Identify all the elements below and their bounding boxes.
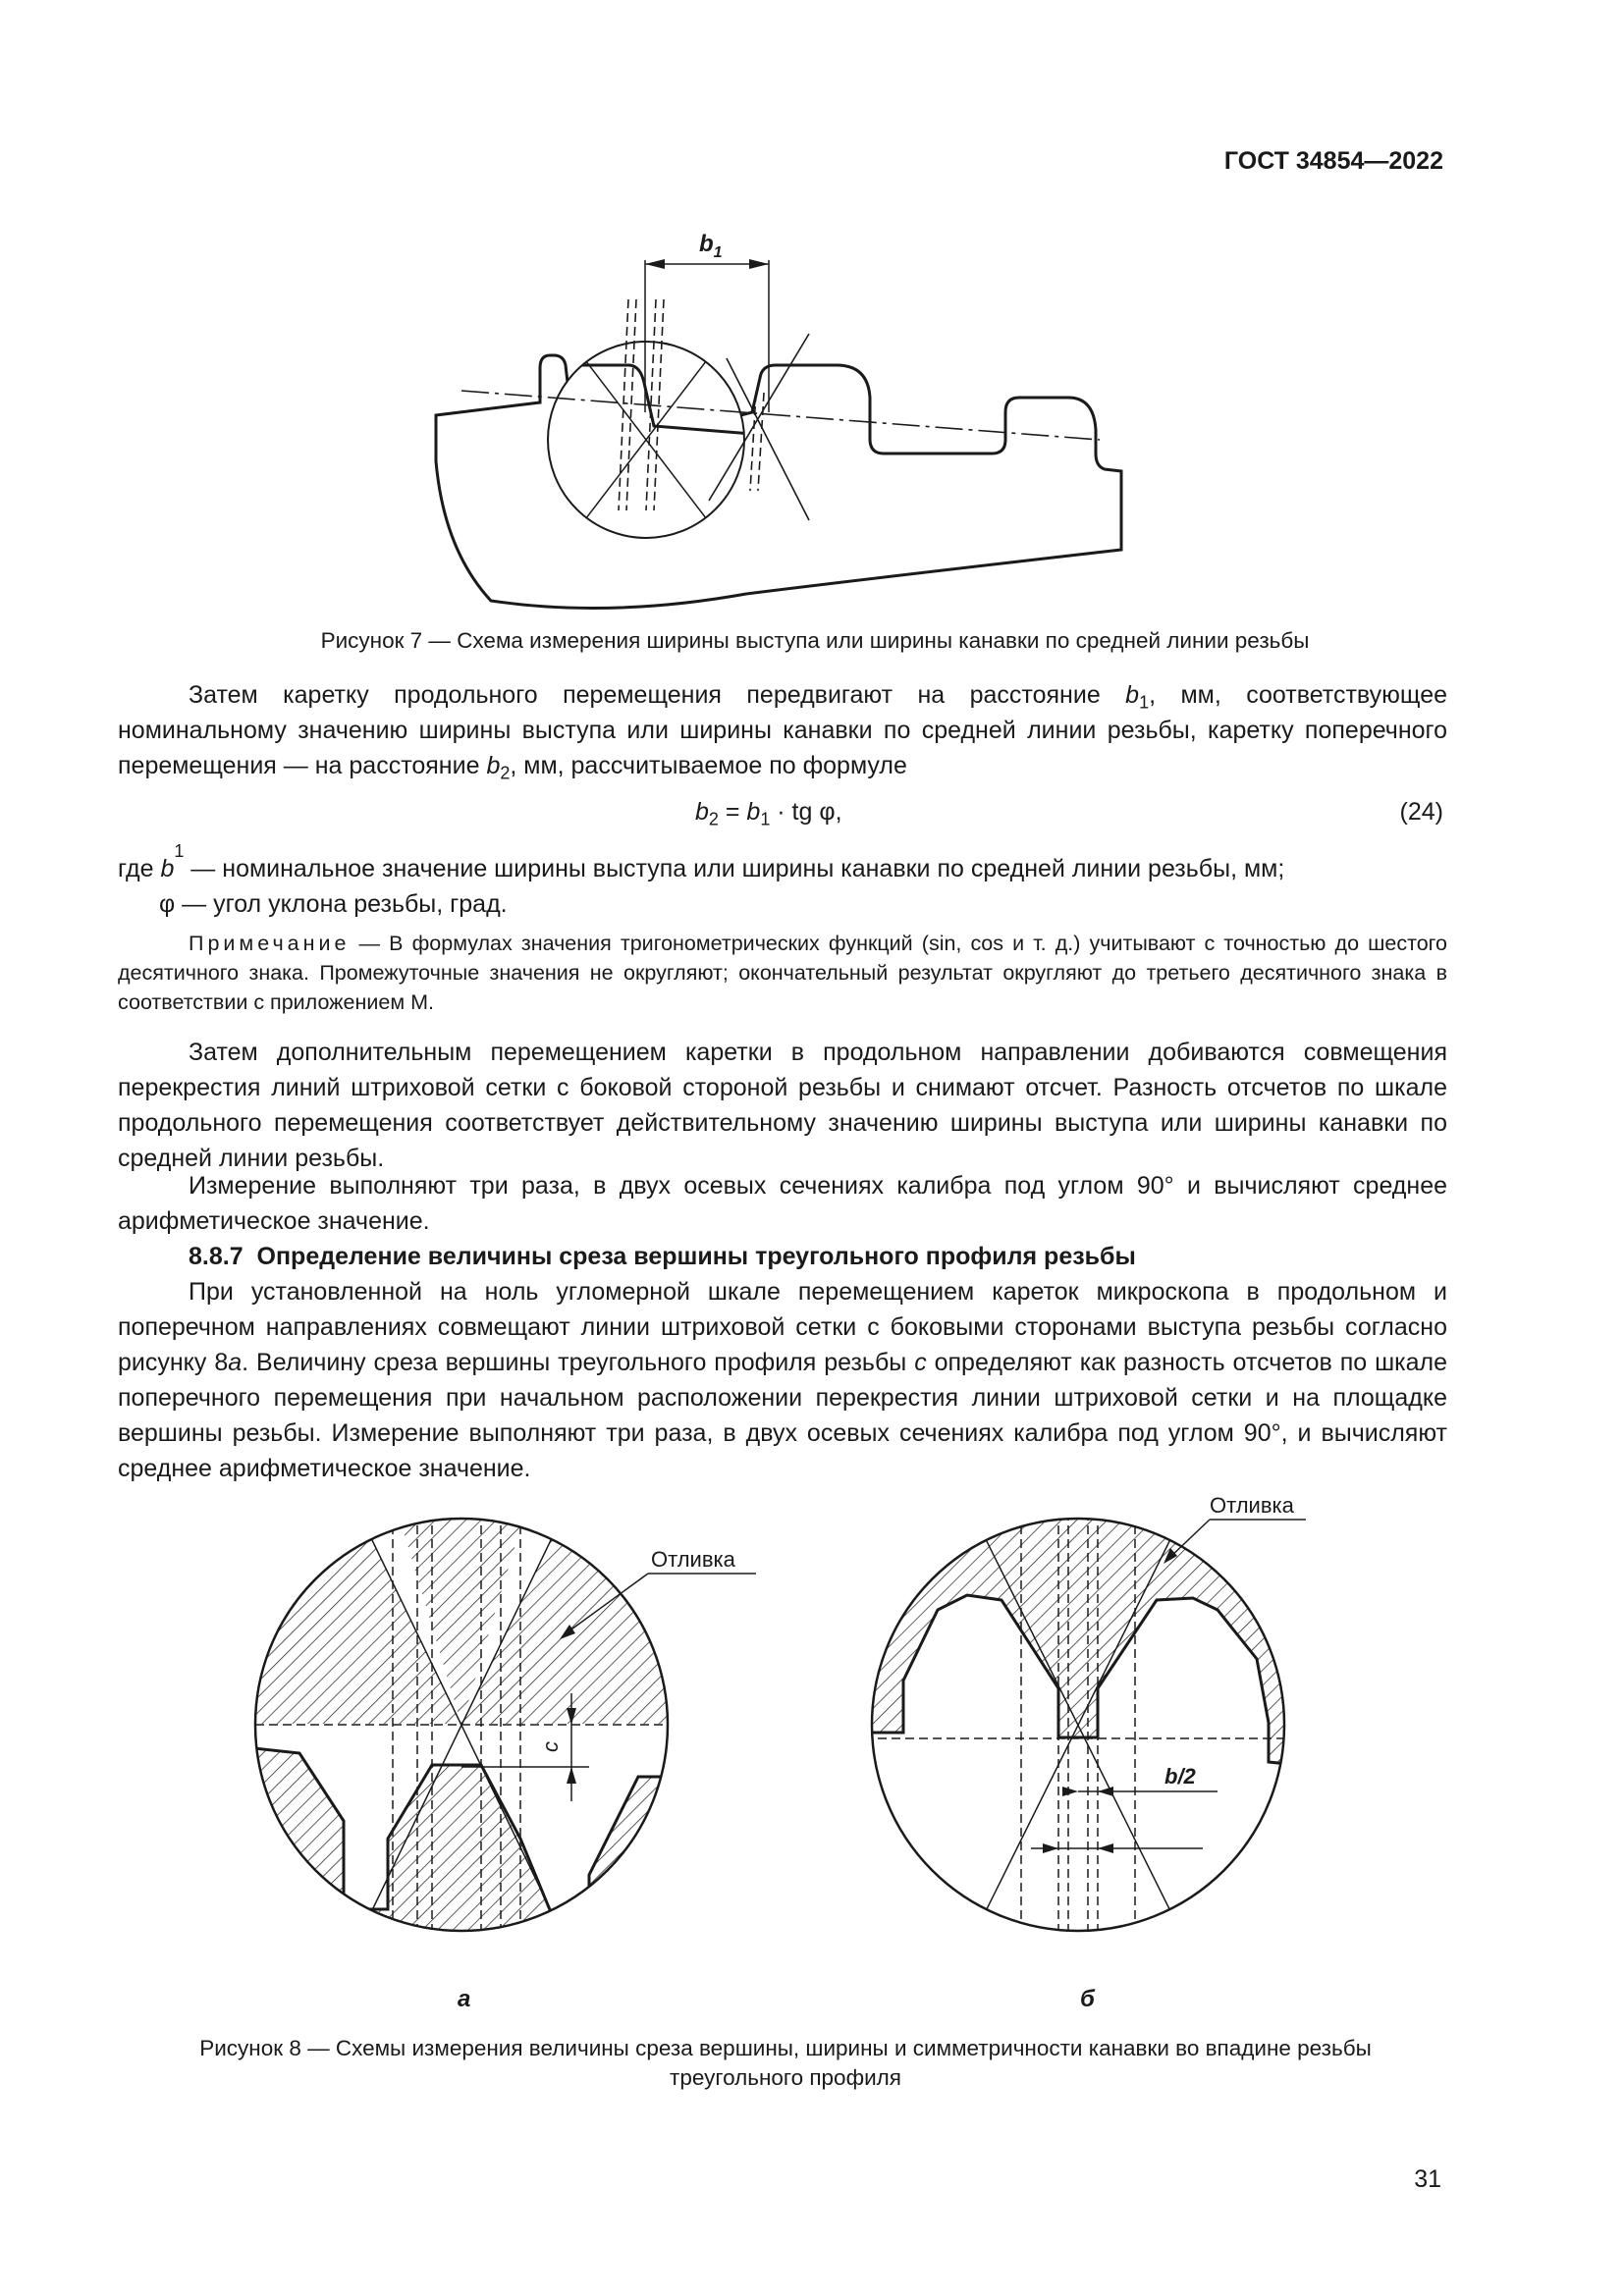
paragraph-2: Затем дополнительным перемещением каретки в продольном направлении добиваются совмещения перекрестия линий штриховой сетки с боковой стороной резьбы и снимают отсчет. Разность отсчетов по шкале продольного перемещения соответствует действительному значению ширины выступа или ширины канавки по средней линии резьбы. — [118, 1039, 1447, 1172]
subfigure-a-label: а — [458, 1986, 471, 2012]
page-number: 31 — [1414, 2165, 1441, 2193]
section-heading: 8.8.7 Определение величины среза вершины треугольного профиля резьбы — [189, 1243, 1136, 1270]
paragraph-1: Затем каретку продольного перемещения передвигают на расстояние $b_1$, мм, соответствующее номинальному значению ширины выступа или ширины канавки по средней линии резьбы, каретку поперечного перемещения — на расстояние $b_2$, мм, рассчитываемое по формуле — [118, 681, 1447, 783]
paragraph-4: При установленной на ноль угломерной шкале перемещением кареток микроскопа в продольном и поперечном направлениях совмещают линии штриховой сетки с боковыми сторонами выступа резьбы согласно рисунку 8а. Величину среза вершины треугольного профиля резьбы с определяют как разность отсчетов по шкале поперечного перемещения при начальном расположении перекрестия линии штриховой сетки и на площадке вершины резьбы. Измерение выполняют три раза, в двух осевых сечениях калибра под углом 90°, и вычисляют среднее арифметическое значение. — [118, 1278, 1448, 1482]
figure-8-diagram — [236, 1482, 1355, 2032]
b-half-label: b/2 — [1164, 1764, 1196, 1789]
document-code: ГОСТ 34854—2022 — [1223, 147, 1443, 175]
figure-7-caption: Рисунок 7 — Схема измерения ширины выступа или ширины канавки по средней линии резьбы — [320, 628, 1310, 653]
figure-8-caption: Рисунок 8 — Схемы измерения величины среза вершины, ширины и симметричности канавки во впадине резьбы треугольного профиля — [199, 2036, 1372, 2090]
paragraph-3: Измерение выполняют три раза, в двух осевых сечениях калибра под углом 90° и вычисляют среднее арифметическое значение. — [118, 1172, 1447, 1235]
where-block: где b 1 — номинальное значение ширины выступа или ширины канавки по средней линии резьбы, мм; φ — угол уклона резьбы, град. — [118, 841, 1285, 918]
casting-label-a: Отливка — [651, 1547, 735, 1572]
figure-7-diagram — [412, 221, 1159, 614]
casting-label-b: Отливка — [1210, 1493, 1294, 1518]
c-label: c — [538, 1741, 563, 1752]
formula-number: (24) — [1399, 798, 1443, 826]
formula-24: $b_2 = b_1$ · tg φ, — [695, 798, 842, 829]
note: Примечание — В формулах значения тригонометрических функций (sin, cos и т. д.) учитывают с точностью до шестого десятичного знака. Промежуточные значения не округляют; окончательный результат округляют до третьего десятичного знака в соответствии с приложением М. — [118, 932, 1447, 1014]
b1-label: $b_1$ — [699, 231, 723, 261]
subfigure-b-label: б — [1080, 1986, 1095, 2012]
